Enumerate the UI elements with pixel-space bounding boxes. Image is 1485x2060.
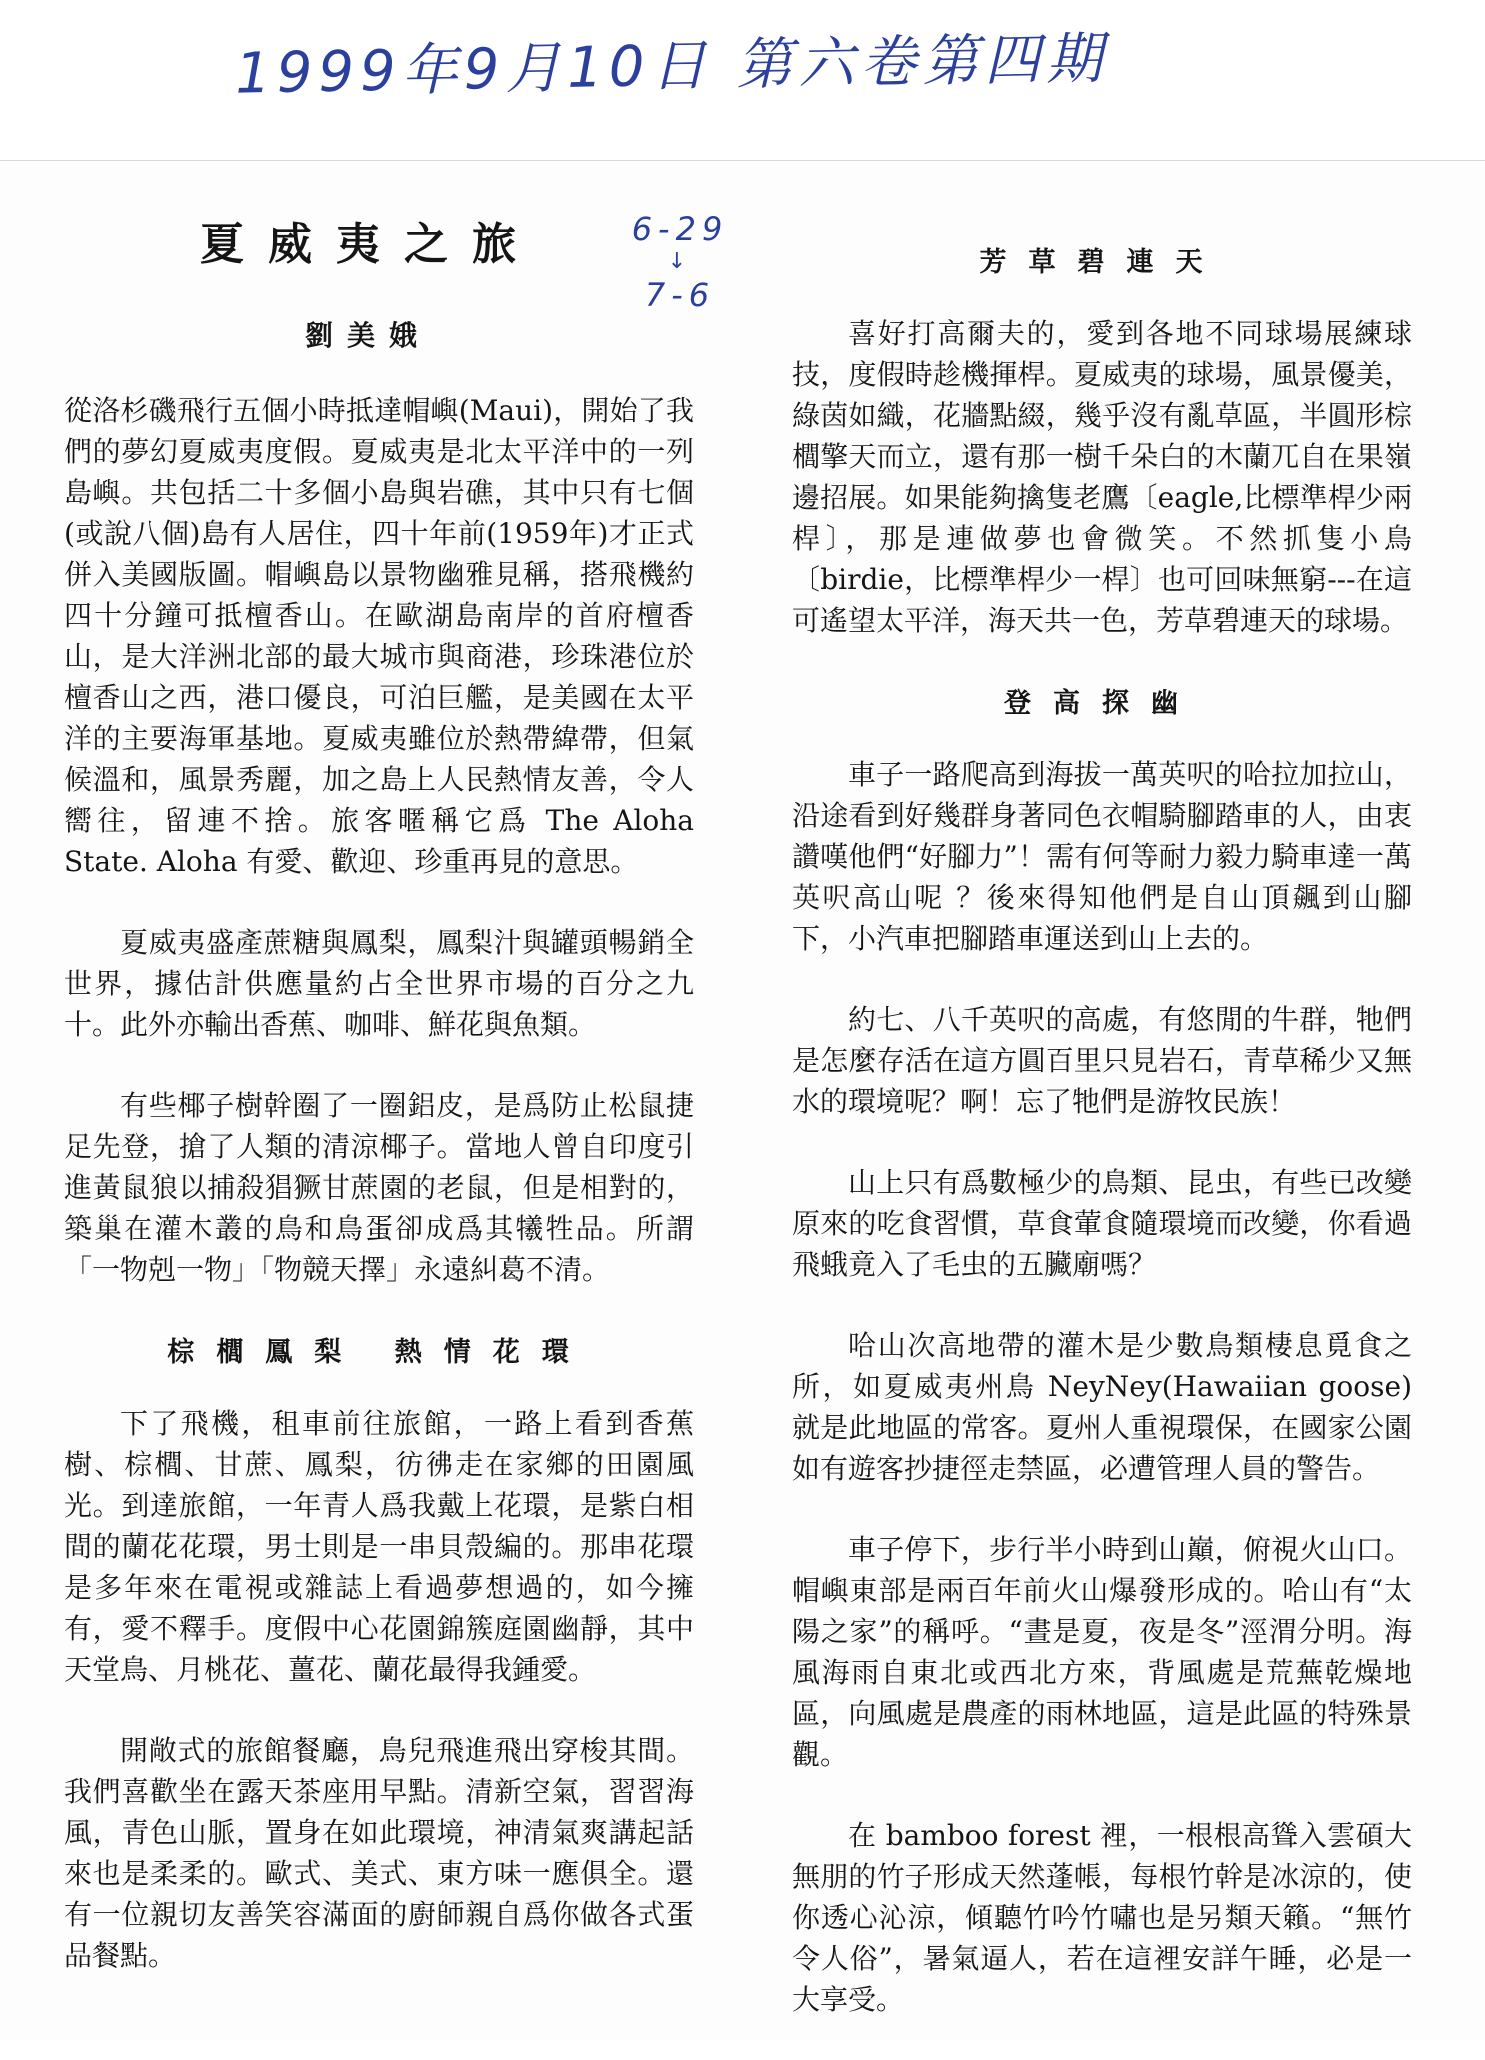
handwritten-date-end: 7-6 xyxy=(644,276,716,314)
paragraph-crater: 車子停下，步行半小時到山巔，俯視火山口。帽嶼東部是兩百年前火山爆發形成的。哈山有“太陽之家”的稱呼。“晝是夏，夜是冬”涇渭分明。海風海雨自東北或西北方來，背風處是荒蕪乾燥地區，向風處是農產的雨林地區，這是此區的特殊景觀。 xyxy=(792,1533,1412,1771)
paragraph-sugar-pineapple: 夏威夷盛產蔗糖與鳳梨，鳳梨汁與罐頭暢銷全世界，據估計供應量約占全世界市場的百分之九十。此外亦輸出香蕉、咖啡、鮮花與魚類。 xyxy=(64,926,694,1041)
right-column xyxy=(792,240,1412,2060)
section-title-mountain: 登高探幽 xyxy=(1004,688,1200,719)
paragraph-cattle: 約七、八千英呎的高處，有悠閒的牛群，牠們是怎麼存活在這方圓百里只見岩石，青草稀少又無水的環境呢？啊！忘了牠們是游牧民族！ xyxy=(792,1003,1412,1118)
handwritten-date-start: 6-29 xyxy=(631,210,729,248)
handwritten-issue-note: 1999年9月10日 第六卷第四期 xyxy=(234,26,1109,107)
handwritten-date-arrow: ↓ xyxy=(667,249,693,274)
paragraph-coconut-trees: 有些椰子樹幹圈了一圈鋁皮，是爲防止松鼠捷足先登，搶了人類的清涼椰子。當地人曾自印度引進黃鼠狼以捕殺猖獗甘蔗園的老鼠，但是相對的，築巢在灌木叢的鳥和鳥蛋卻成爲其犧牲品。所謂「一物剋一物」「物競天擇」永遠糾葛不清。 xyxy=(64,1089,694,1286)
section-title-golf: 芳草碧連天 xyxy=(979,247,1225,278)
paragraph-restaurant: 開敞式的旅館餐廳，鳥兒飛進飛出穿梭其間。我們喜歡坐在露天茶座用早點。清新空氣，習習海風，青色山脈，置身在如此環境，神清氣爽講起話來也是柔柔的。歐式、美式、東方味一應俱全。還有一位親切友善笑容滿面的廚師親自爲你做各式蛋品餐點。 xyxy=(64,1734,694,1972)
intro-paragraph: 從洛杉磯飛行五個小時抵達帽嶼(Maui)，開始了我們的夢幻夏威夷度假。夏威夷是北太平洋中的一列島嶼。共包括二十多個小島與岩礁，其中只有七個(或說八個)島有人居住，四十年前(1959年)才正式併入美國版圖。帽嶼島以景物幽雅見稱，搭飛機約四十分鐘可抵檀香山。在歐湖島南岸的首府檀香山，是大洋洲北部的最大城市與商港，珍珠港位於檀香山之西，港口優良，可泊巨艦，是美國在太平洋的主要海軍基地。夏威夷雖位於熱帶緯帶，但氣候溫和，風景秀麗，加之島上人民熱情友善，令人嚮往，留連不捨。旅客暱稱它爲 The Aloha State. Aloha 有愛、歡迎、珍重再見的意思。 xyxy=(64,394,694,878)
left-column xyxy=(64,390,694,2016)
paragraph-golf: 喜好打高爾夫的，愛到各地不同球場展練球技，度假時趁機揮桿。夏威夷的球場，風景優美，綠茵如織，花牆點綴，幾乎沒有亂草區，半圓形棕櫚擎天而立，還有那一樹千朵白的木蘭兀自在果嶺邊招展。如果能夠擒隻老鷹〔eagle,比標準桿少兩桿〕，那是連做夢也會微笑。不然抓隻小鳥〔birdie，比標準桿少一桿〕也可回味無窮---在這可遙望太平洋，海天共一色，芳草碧連天的球場。 xyxy=(792,317,1412,637)
section-title-palms-leis: 棕櫚鳳梨 熱情花環 xyxy=(167,1337,591,1368)
paragraph-cyclists: 車子一路爬高到海拔一萬英呎的哈拉加拉山，沿途看到好幾群身著同色衣帽騎腳踏車的人，由衷讚嘆他們“好腳力”！需有何等耐力毅力騎車達一萬英呎高山呢 ？後來得知他們是自山頂飆到山腳下，小汽車把腳踏車運送到山上去的。 xyxy=(792,758,1412,955)
paragraph-bamboo: 在 bamboo forest 裡，一根根高聳入雲碩大無朋的竹子形成天然蓬帳，每根竹幹是冰涼的，使你透心沁涼，傾聽竹吟竹嘯也是另類天籟。“無竹令人俗”，暑氣逼人，若在這裡安詳午睡，必是一大享受。 xyxy=(792,1819,1412,2016)
paragraph-shrubs: 哈山次高地帶的灌木是少數鳥類棲息覓食之所，如夏威夷州鳥 NeyNey(Hawaiian goose)就是此地區的常客。夏州人重視環保，在國家公園如有遊客抄捷徑走禁區，必遭管理人員的警告。 xyxy=(792,1329,1412,1485)
article-title: 夏威夷之旅 xyxy=(200,219,540,270)
paragraph-insects: 山上只有爲數極少的鳥類、昆虫，有些已改變原來的吃食習慣，草食葷食隨環境而改變，你看過飛蛾竟入了毛虫的五臟廟嗎？ xyxy=(792,1166,1412,1281)
article-author: 劉美娥 xyxy=(305,319,432,352)
handwritten-dates xyxy=(620,208,740,316)
paragraph-arrival: 下了飛機，租車前往旅館，一路上看到香蕉樹、棕櫚、甘蔗、鳳梨，彷彿走在家鄉的田園風光。到達旅館，一年青人爲我戴上花環，是紫白相間的蘭花花環，男士則是一串貝殼編的。那串花環是多年來在電視或雜誌上看過夢想過的，如今擁有，愛不釋手。度假中心花園錦簇庭園幽靜，其中天堂鳥、月桃花、薑花、蘭花最得我鍾愛。 xyxy=(64,1407,694,1686)
